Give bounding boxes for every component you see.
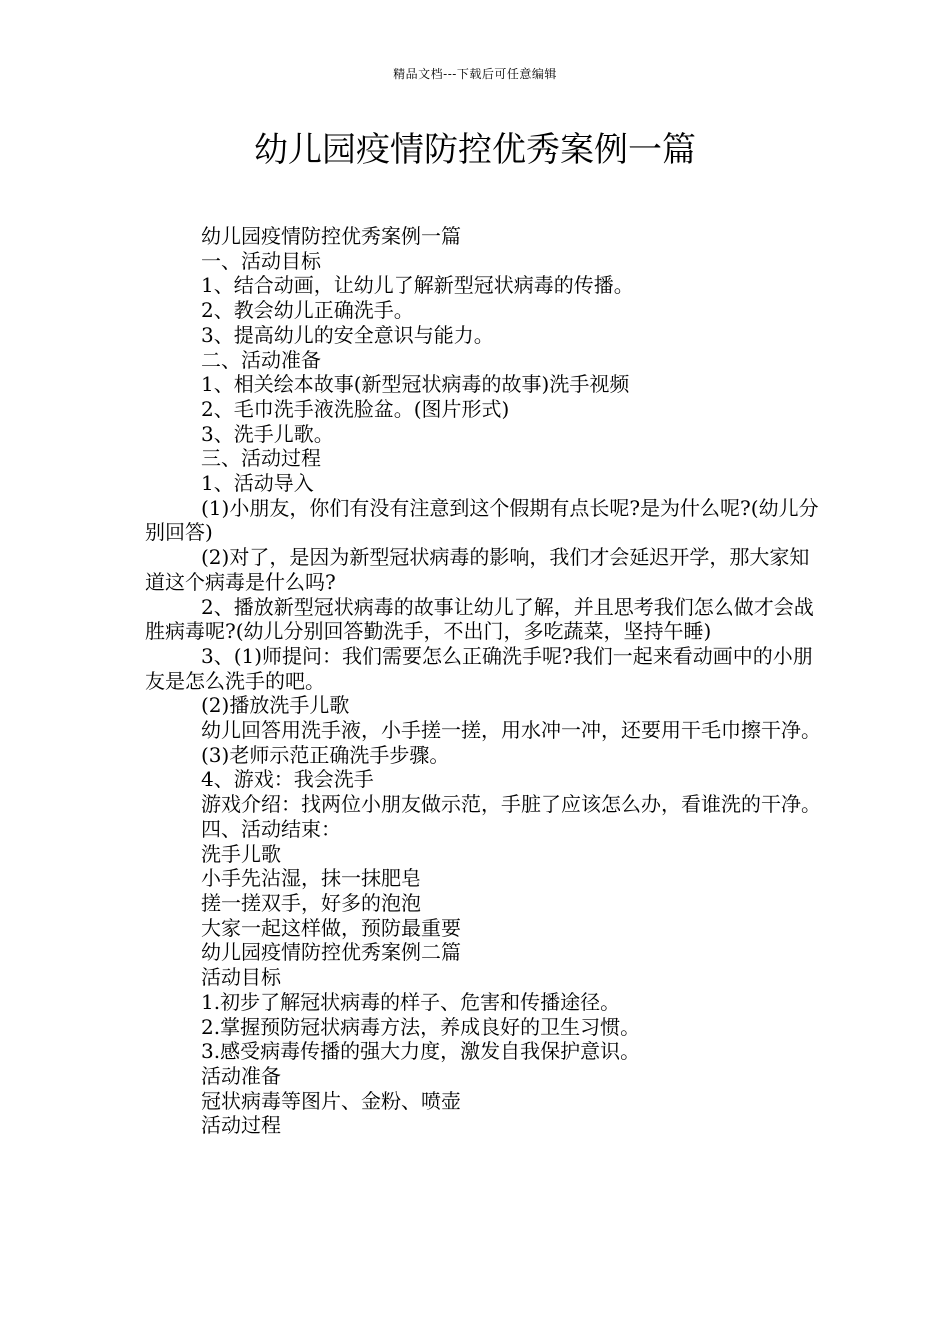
section-heading: 活动目标	[201, 965, 281, 990]
section-heading: 一、活动目标	[201, 248, 321, 273]
section-heading: 二、活动准备	[201, 347, 321, 372]
paragraph: 小手先沾湿，抹一抹肥皂	[201, 866, 421, 891]
paragraph: 3、洗手儿歌。	[201, 421, 334, 446]
paragraph: 1.初步了解冠状病毒的样子、危害和传播途径。	[201, 989, 621, 1014]
paragraph: 冠状病毒等图片、金粉、喷壶	[201, 1088, 461, 1113]
paragraph: 游戏介绍：找两位小朋友做示范，手脏了应该怎么办，看谁洗的干净。	[201, 792, 821, 817]
paragraph: 幼儿园疫情防控优秀案例一篇	[201, 224, 461, 248]
section-heading: 三、活动过程	[201, 446, 321, 471]
header-note: 精品文档---下载后可任意编辑	[393, 67, 557, 81]
paragraph: 2.掌握预防冠状病毒方法，养成良好的卫生习惯。	[201, 1014, 641, 1039]
paragraph: 洗手儿歌	[201, 841, 281, 866]
paragraph: 1、结合动画，让幼儿了解新型冠状病毒的传播。	[201, 273, 634, 298]
paragraph: 大家一起这样做，预防最重要	[201, 915, 461, 940]
paragraph: 3.感受病毒传播的强大力度，激发自我保护意识。	[201, 1039, 641, 1064]
section-heading: 四、活动结束：	[201, 816, 341, 841]
section-heading: 活动准备	[201, 1063, 281, 1088]
paragraph: 1、活动导入	[201, 471, 314, 496]
document-title: 幼儿园疫情防控优秀案例一篇	[254, 130, 696, 170]
paragraph: (2)播放洗手儿歌	[201, 693, 350, 718]
paragraph: 1、相关绘本故事(新型冠状病毒的故事)洗手视频	[201, 372, 630, 397]
paragraph: (3)老师示范正确洗手步骤。	[201, 742, 450, 767]
paragraph: 3、(1)师提问：我们需要怎么正确洗手呢?我们一起来看动画中的小朋友是怎么洗手的吧。	[145, 643, 813, 693]
paragraph: 搓一搓双手，好多的泡泡	[201, 890, 421, 915]
paragraph: 2、毛巾洗手液洗脸盆。(图片形式)	[201, 396, 510, 421]
paragraph: 幼儿回答用洗手液，小手搓一搓，用水冲一冲，还要用干毛巾擦干净。	[201, 718, 821, 743]
paragraph: 3、提高幼儿的安全意识与能力。	[201, 322, 494, 347]
document-body	[145, 224, 825, 1138]
paragraph: 2、教会幼儿正确洗手。	[201, 298, 414, 323]
paragraph: 4、游戏：我会洗手	[201, 767, 374, 792]
paragraph: (1)小朋友，你们有没有注意到这个假期有点长呢?是为什么呢?(幼儿分别回答)	[145, 495, 819, 545]
section-heading: 活动过程	[201, 1113, 281, 1138]
paragraph: 幼儿园疫情防控优秀案例二篇	[201, 940, 461, 965]
paragraph: (2)对了，是因为新型冠状病毒的影响，我们才会延迟开学，那大家知道这个病毒是什么吗?	[145, 545, 810, 594]
paragraph: 2、播放新型冠状病毒的故事让幼儿了解，并且思考我们怎么做才会战胜病毒呢?(幼儿分别回答勤洗手，不出门，多吃蔬菜，坚持午睡)	[145, 594, 814, 644]
